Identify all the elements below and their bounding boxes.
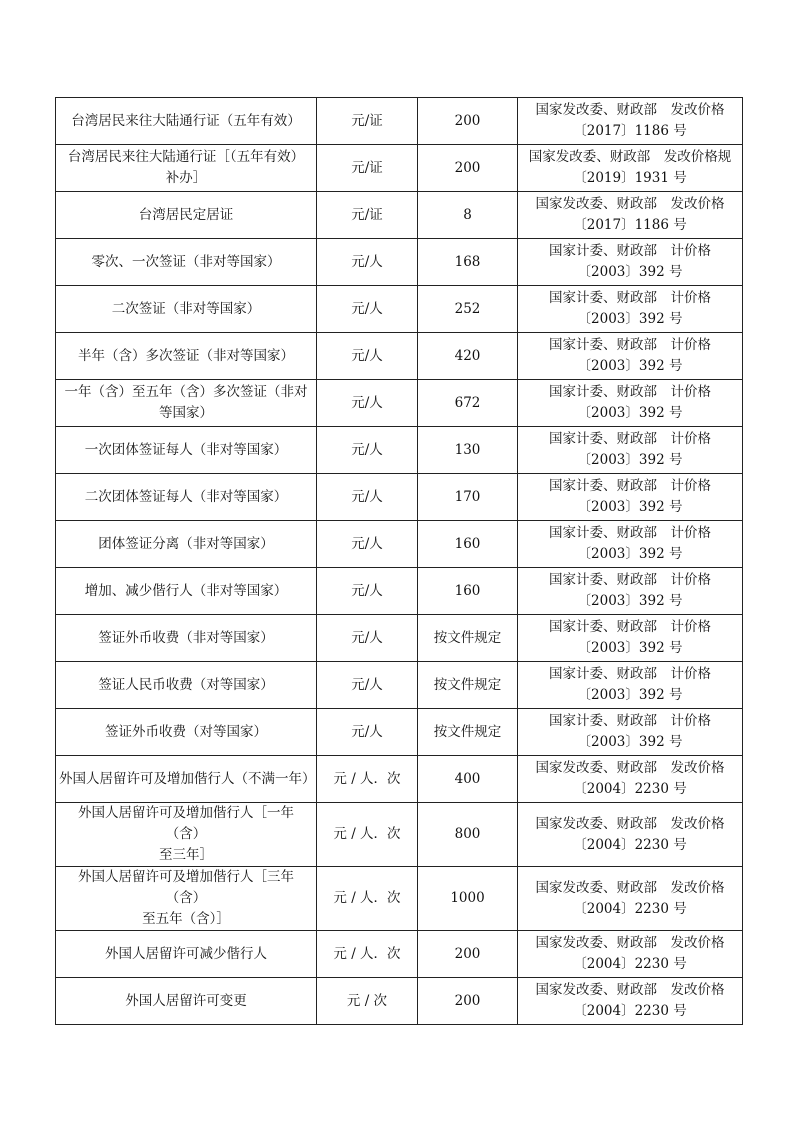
fee-standard-text: 420	[454, 347, 481, 364]
unit-text: 元/证	[351, 206, 383, 223]
fee-standard-cell	[418, 521, 518, 568]
unit-cell	[317, 931, 418, 978]
fee-item-cell	[56, 615, 317, 662]
fee-item-cell	[56, 931, 317, 978]
table-row	[56, 145, 743, 192]
basis-document-text: 国家发改委、财政部 发改价格 〔2004〕2230 号	[535, 760, 725, 797]
fee-standard-text: 按文件规定	[433, 629, 502, 646]
basis-document-cell	[518, 568, 743, 615]
fee-standard-cell	[418, 333, 518, 380]
fee-item-cell	[56, 239, 317, 286]
basis-document-cell	[518, 756, 743, 803]
fee-standard-cell	[418, 239, 518, 286]
basis-document-text: 国家发改委、财政部 发改价格 〔2017〕1186 号	[535, 196, 725, 233]
basis-document-cell	[518, 427, 743, 474]
fee-standard-cell	[418, 709, 518, 756]
fee-standard-text: 200	[454, 945, 481, 962]
basis-document-cell	[518, 192, 743, 239]
fee-standard-text: 168	[454, 253, 481, 270]
fee-standard-cell	[418, 615, 518, 662]
fee-item-text: 外国人居留许可及增加偕行人［三年（含） 至五年（含）］	[78, 869, 294, 927]
table-row	[56, 333, 743, 380]
fee-standard-cell	[418, 427, 518, 474]
fee-item-text: 台湾居民来往大陆通行证［（五年有效） 补办］	[67, 149, 305, 186]
fee-standard-cell	[418, 803, 518, 867]
basis-document-cell	[518, 803, 743, 867]
fee-item-text: 一次团体签证每人（非对等国家）	[84, 441, 288, 458]
table-row	[56, 286, 743, 333]
basis-document-text: 国家计委、财政部 计价格 〔2003〕392 号	[549, 572, 711, 609]
fee-item-cell	[56, 568, 317, 615]
unit-cell	[317, 756, 418, 803]
basis-document-text: 国家计委、财政部 计价格 〔2003〕392 号	[549, 384, 711, 421]
unit-cell	[317, 427, 418, 474]
basis-document-text: 国家发改委、财政部 发改价格 〔2004〕2230 号	[535, 982, 725, 1019]
table-row	[56, 239, 743, 286]
basis-document-text: 国家发改委、财政部 发改价格 〔2004〕2230 号	[535, 879, 725, 917]
basis-document-text: 国家计委、财政部 计价格 〔2003〕392 号	[549, 666, 711, 703]
unit-cell	[317, 380, 418, 427]
fee-standard-text: 1000	[450, 890, 485, 906]
fee-item-cell	[56, 978, 317, 1025]
unit-text: 元 / 人．次	[333, 890, 401, 906]
basis-document-cell	[518, 615, 743, 662]
fee-standard-text: 160	[454, 535, 481, 552]
unit-cell	[317, 286, 418, 333]
basis-document-cell	[518, 239, 743, 286]
fee-standard-cell	[418, 931, 518, 978]
unit-text: 元/人	[351, 535, 383, 552]
unit-text: 元/证	[351, 112, 383, 129]
basis-document-text: 国家计委、财政部 计价格 〔2003〕392 号	[549, 337, 711, 374]
unit-text: 元/人	[351, 676, 383, 693]
basis-document-text: 国家发改委、财政部 发改价格 〔2017〕1186 号	[535, 102, 725, 139]
fee-standard-text: 200	[454, 159, 481, 176]
fee-standard-cell	[418, 662, 518, 709]
basis-document-text: 国家计委、财政部 计价格 〔2003〕392 号	[549, 243, 711, 280]
basis-document-text: 国家发改委、财政部 发改价格 〔2004〕2230 号	[535, 815, 725, 853]
unit-cell	[317, 867, 418, 931]
table-row	[56, 756, 743, 803]
unit-cell	[317, 803, 418, 867]
fee-standard-text: 672	[454, 394, 481, 411]
fee-standard-text: 130	[454, 441, 481, 458]
basis-document-cell	[518, 709, 743, 756]
unit-text: 元/人	[351, 394, 383, 411]
table-row	[56, 474, 743, 521]
unit-cell	[317, 145, 418, 192]
fee-item-text: 签证外币收费（对等国家）	[105, 723, 267, 740]
table-row	[56, 427, 743, 474]
basis-document-cell	[518, 286, 743, 333]
fee-item-cell	[56, 192, 317, 239]
fee-standard-cell	[418, 98, 518, 145]
table-row	[56, 521, 743, 568]
unit-cell	[317, 662, 418, 709]
fee-item-cell	[56, 145, 317, 192]
table-row	[56, 867, 743, 931]
unit-text: 元 / 人．次	[333, 826, 401, 842]
basis-document-cell	[518, 474, 743, 521]
fee-standard-text: 按文件规定	[433, 723, 502, 740]
fee-item-text: 增加、减少偕行人（非对等国家）	[84, 582, 288, 599]
fee-standard-text: 按文件规定	[433, 676, 502, 693]
fee-item-cell	[56, 474, 317, 521]
fee-standard-cell	[418, 145, 518, 192]
unit-cell	[317, 98, 418, 145]
unit-cell	[317, 615, 418, 662]
fee-item-cell	[56, 867, 317, 931]
unit-text: 元/人	[351, 488, 383, 505]
fee-item-cell	[56, 756, 317, 803]
fee-standard-cell	[418, 756, 518, 803]
basis-document-cell	[518, 521, 743, 568]
unit-cell	[317, 333, 418, 380]
basis-document-cell	[518, 978, 743, 1025]
fee-item-cell	[56, 286, 317, 333]
fee-standard-cell	[418, 867, 518, 931]
fee-item-text: 零次、一次签证（非对等国家）	[91, 253, 281, 270]
fee-standard-text: 200	[454, 112, 481, 129]
basis-document-cell	[518, 145, 743, 192]
fee-item-text: 签证外币收费（非对等国家）	[98, 629, 274, 646]
table-row	[56, 568, 743, 615]
fee-item-text: 二次团体签证每人（非对等国家）	[84, 488, 288, 505]
fee-item-text: 一年（含）至五年（含）多次签证（非对 等国家）	[64, 384, 308, 421]
basis-document-text: 国家计委、财政部 计价格 〔2003〕392 号	[549, 619, 711, 656]
unit-text: 元 / 人．次	[333, 945, 401, 962]
fee-standard-text: 800	[454, 826, 481, 842]
basis-document-text: 国家发改委、财政部 发改价格规 〔2019〕1931 号	[528, 149, 732, 186]
fee-item-text: 签证人民币收费（对等国家）	[98, 676, 274, 693]
unit-cell	[317, 474, 418, 521]
fee-item-text: 台湾居民来往大陆通行证（五年有效）	[71, 112, 301, 129]
basis-document-cell	[518, 333, 743, 380]
basis-document-cell	[518, 867, 743, 931]
basis-document-text: 国家计委、财政部 计价格 〔2003〕392 号	[549, 431, 711, 468]
table-row	[56, 662, 743, 709]
fee-standard-text: 170	[454, 488, 481, 505]
table-row	[56, 98, 743, 145]
unit-cell	[317, 709, 418, 756]
fee-item-cell	[56, 709, 317, 756]
basis-document-cell	[518, 662, 743, 709]
fee-item-cell	[56, 380, 317, 427]
fee-item-text: 半年（含）多次签证（非对等国家）	[78, 347, 294, 364]
unit-text: 元/人	[351, 723, 383, 740]
fee-standard-text: 160	[454, 582, 481, 599]
fee-item-cell	[56, 662, 317, 709]
fee-standard-cell	[418, 192, 518, 239]
fee-standard-cell	[418, 286, 518, 333]
basis-document-text: 国家计委、财政部 计价格 〔2003〕392 号	[549, 713, 711, 750]
fee-item-text: 团体签证分离（非对等国家）	[98, 535, 274, 552]
unit-text: 元/人	[351, 582, 383, 599]
fee-table	[55, 97, 743, 1025]
fee-item-text: 二次签证（非对等国家）	[111, 300, 261, 317]
fee-item-cell	[56, 427, 317, 474]
fee-standard-cell	[418, 978, 518, 1025]
fee-standard-text: 252	[454, 300, 481, 317]
table-row	[56, 803, 743, 867]
table-row	[56, 709, 743, 756]
fee-item-cell	[56, 521, 317, 568]
table-row	[56, 931, 743, 978]
unit-cell	[317, 192, 418, 239]
basis-document-text: 国家计委、财政部 计价格 〔2003〕392 号	[549, 478, 711, 515]
unit-text: 元/人	[351, 629, 383, 646]
table-row	[56, 615, 743, 662]
unit-text: 元 / 次	[346, 992, 388, 1009]
unit-text: 元/人	[351, 253, 383, 270]
unit-text: 元 / 人．次	[333, 770, 401, 787]
unit-cell	[317, 978, 418, 1025]
unit-cell	[317, 521, 418, 568]
fee-standard-cell	[418, 568, 518, 615]
basis-document-text: 国家计委、财政部 计价格 〔2003〕392 号	[549, 290, 711, 327]
fee-standard-text: 200	[454, 992, 481, 1009]
fee-item-text: 外国人居留许可及增加偕行人［一年（含） 至三年］	[78, 805, 294, 863]
fee-item-text: 台湾居民定居证	[138, 206, 234, 223]
unit-text: 元/证	[351, 159, 383, 176]
fee-item-text: 外国人居留许可减少偕行人	[105, 945, 267, 962]
unit-text: 元/人	[351, 347, 383, 364]
unit-text: 元/人	[351, 441, 383, 458]
basis-document-text: 国家计委、财政部 计价格 〔2003〕392 号	[549, 525, 711, 562]
table-row	[56, 192, 743, 239]
unit-cell	[317, 239, 418, 286]
basis-document-cell	[518, 931, 743, 978]
fee-item-text: 外国人居留许可及增加偕行人（不满一年）	[59, 770, 316, 787]
table-row	[56, 978, 743, 1025]
fee-item-text: 外国人居留许可变更	[125, 992, 247, 1009]
fee-standard-cell	[418, 474, 518, 521]
unit-text: 元/人	[351, 300, 383, 317]
fee-item-cell	[56, 803, 317, 867]
fee-table-body	[56, 98, 743, 1025]
table-row	[56, 380, 743, 427]
unit-cell	[317, 568, 418, 615]
basis-document-cell	[518, 98, 743, 145]
fee-item-cell	[56, 333, 317, 380]
fee-standard-cell	[418, 380, 518, 427]
fee-standard-text: 400	[454, 770, 481, 787]
basis-document-cell	[518, 380, 743, 427]
basis-document-text: 国家发改委、财政部 发改价格 〔2004〕2230 号	[535, 935, 725, 972]
fee-standard-text: 8	[463, 206, 472, 223]
fee-item-cell	[56, 98, 317, 145]
